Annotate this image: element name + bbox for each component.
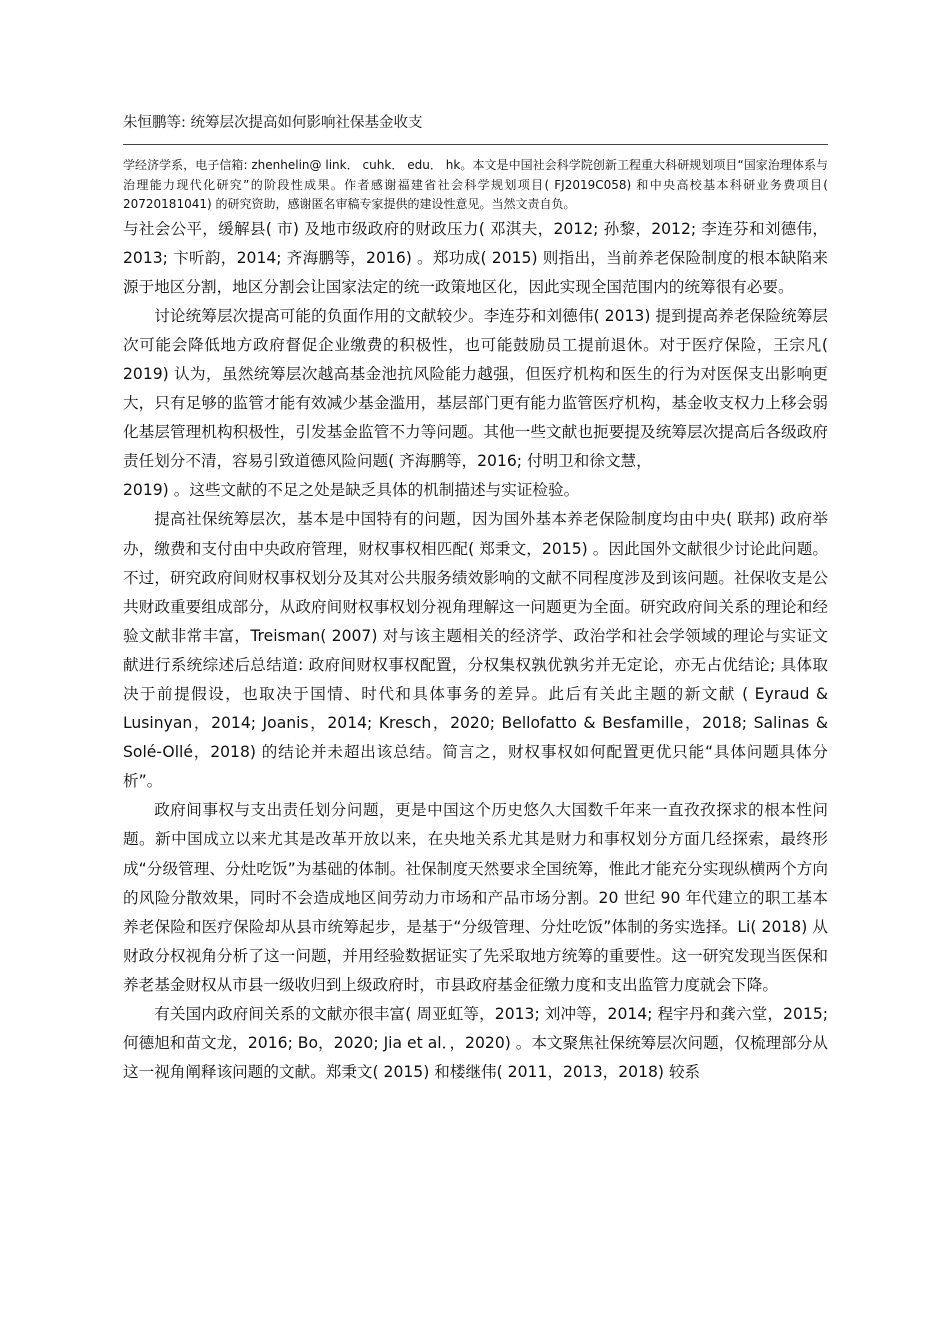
paragraph-negative-effects: 讨论统筹层次提高可能的负面作用的文献较少。李连芬和刘德伟( 2013) 提到提高养老保险统筹层次可能会降低地方政府督促企业缴费的积极性，也可能鼓励员工提前退休。对于医疗保险，王宗凡( 2019) 认为，虽然统筹层次越高基金池抗风险能力越强，但医疗机构和医生的行为对医保支出影响更大，只有足够的监管才能有效减少基金滥用，基层部门更有能力监管医疗机构，基金收支权力上移会弱化基层管理机构积极性，引发基金监管不力等问题。其他一些文献也扼要提及统筹层次提高后各级政府责任划分不清，容易引致道德风险问题( 齐海鹏等，2016; 付明卫和徐文慧，	[123, 306, 828, 471]
paragraph-negative-effects-end: 2019) 。这些文献的不足之处是缺乏具体的机制描述与实证检验。	[123, 481, 580, 500]
author-footnote: 学经济学系，电子信箱: zhenhelin@ link． cuhk． edu． hk。本文是中国社会科学院创新工程重大科研规划项目“国家治理体系与治理能力现代化研究”的阶段性成果。作者感谢福建省社会科学规划项目( FJ2019C058) 和中央高校基本科研业务费项目( 20720181041) 的研究资助，感谢匿名审稿专家提供的建设性意见。当然文责自负。	[123, 158, 828, 211]
paragraph-central-local-relations: 政府间事权与支出责任划分问题，更是中国这个历史悠久大国数千年来一直孜孜探求的根本性问题。新中国成立以来尤其是改革开放以来，在央地关系尤其是财力和事权划分方面几经探索，最终形成“分级管理、分灶吃饭”为基础的体制。社保制度天然要求全国统筹，惟此才能充分实现纵横两个方向的风险分散效果，同时不会造成地区间劳动力市场和产品市场分割。20 世纪 90 年代建立的职工基本养老保险和医疗保险却从县市统筹起步，是基于“分级管理、分灶吃饭”体制的务实选择。Li( 2018) 从财政分权视角分析了这一问题，并用经验数据证实了先采取地方统筹的重要性。这一研究发现当医保和养老基金财权从市县一级收归到上级政府时，市县政府基金征缴力度和支出监管力度就会下降。	[123, 801, 828, 994]
paragraph-continued: 与社会公平，缓解县( 市) 及地市级政府的财政压力( 邓淇夫，2012; 孙黎，2012; 李连芬和刘德伟，2013; 卞听韵，2014; 齐海鹏等，2016) 。郑功成( 2015) 则指出，当前养老保险制度的根本缺陷来源于地区分割，地区分割会让国家法定的统一政策地区化，因此实现全国范围内的统筹很有必要。	[123, 219, 828, 296]
body-text	[123, 215, 828, 1088]
paragraph-international-literature: 提高社保统筹层次，基本是中国特有的问题，因为国外基本养老保险制度均由中央( 联邦) 政府举办，缴费和支付由中央政府管理，财权事权相匹配( 郑秉文，2015) 。因此国外文献很少讨论此问题。不过，研究政府间财权事权划分及其对公共服务绩效影响的文献不同程度涉及到该问题。社保收支是公共财政重要组成部分，从政府间财权事权划分视角理解这一问题更为全面。研究政府间关系的理论和经验文献非常丰富，Treisman( 2007) 对与该主题相关的经济学、政治学和社会学领域的理论与实证文献进行系统综述后总结道: 政府间财权事权配置，分权集权孰优孰劣并无定论，亦无占优结论; 具体取决于前提假设，也取决于国情、时代和具体事务的差异。此后有关此主题的新文献 ( Eyraud & Lusinyan，2014; Joanis，2014; Kresch，2020; Bellofatto & Besfamille，2018; Salinas & Solé-Ollé，2018) 的结论并未超出该总结。简言之，财权事权如何配置更优只能“具体问题具体分析”。	[123, 510, 828, 791]
running-header: 朱恒鹏等: 统筹层次提高如何影响社保基金收支	[123, 112, 828, 145]
paper-page	[123, 112, 828, 1087]
paragraph-domestic-literature: 有关国内政府间关系的文献亦很丰富( 周亚虹等，2013; 刘冲等，2014; 程宇丹和龚六堂，2015; 何德旭和苗文龙，2016; Bo，2020; Jia et al．，2020) 。本文聚焦社保统筹层次问题，仅梳理部分从这一视角阐释该问题的文献。郑秉文( 2015) 和楼继伟( 2011，2013，2018) 较系	[123, 1005, 828, 1082]
